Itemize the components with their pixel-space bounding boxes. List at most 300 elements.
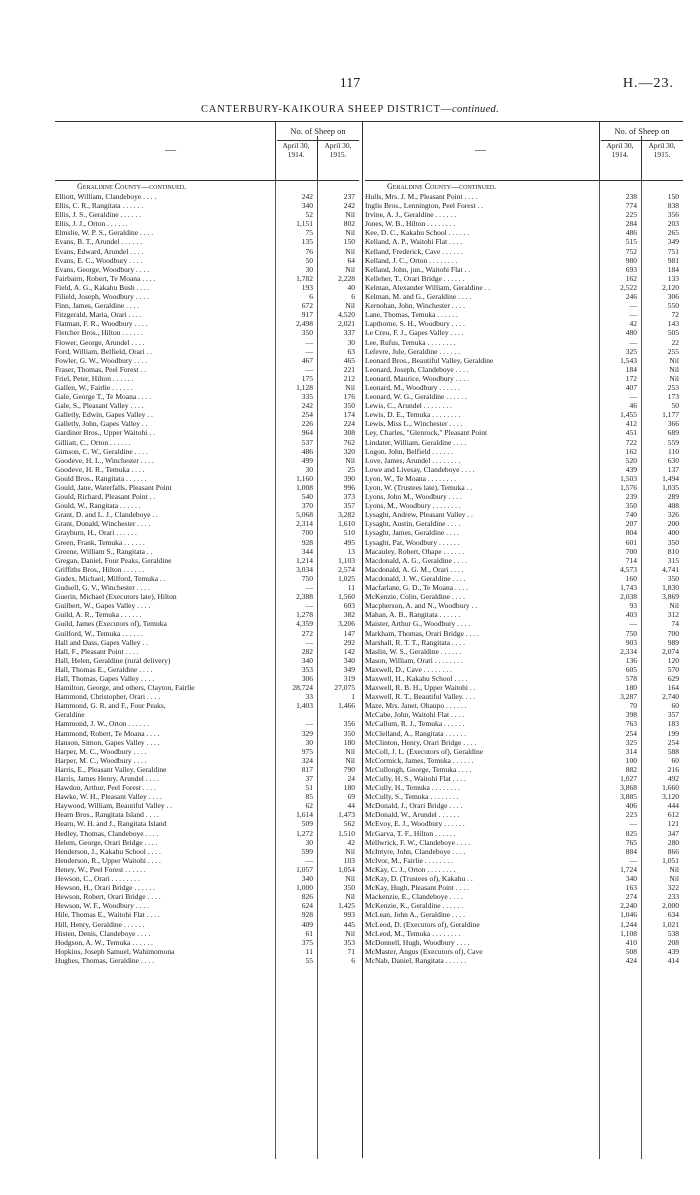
- sheep-1915: 1,830: [662, 583, 679, 593]
- table-row: [55, 610, 359, 619]
- owner-name: Henderson, J., Kakahu School . . . .: [55, 846, 161, 856]
- owner-name: Hamilton, George, and others, Clayton, Fairlie: [55, 683, 195, 693]
- owner-name: Logon, John, Belfield . . . . . .: [365, 446, 453, 456]
- sheep-1915: 72: [671, 310, 679, 320]
- table-row: [55, 910, 359, 919]
- table-row: [365, 910, 683, 919]
- table-row: [55, 847, 359, 856]
- table-row: [365, 365, 683, 374]
- owner-name: Hewson, Robert, Orari Bridge . . . .: [55, 892, 161, 902]
- owner-name: Friel, Peter, Hilton . . . . . .: [55, 373, 134, 383]
- owner-name: Le Creu, F. J., Gapes Valley . . . .: [365, 328, 464, 338]
- table-row: [365, 929, 683, 938]
- sheep-1915: 390: [343, 473, 355, 483]
- table-row: [365, 901, 683, 910]
- owner-name: Helem, George, Orari Bridge . . . .: [55, 837, 158, 847]
- table-row: [55, 438, 359, 447]
- sheep-1914: 329: [301, 728, 313, 738]
- table-row: [365, 347, 683, 356]
- owner-name: Elliott, William, Clandeboye . . . .: [55, 192, 157, 201]
- owner-name: Evans, B. T., Arundel . . . . . .: [55, 237, 143, 247]
- sheep-1915: 11: [347, 583, 355, 593]
- right-table: [365, 122, 683, 965]
- sheep-1914: 254: [625, 728, 637, 738]
- table-row: [55, 319, 359, 328]
- sheep-1915: 255: [667, 346, 679, 356]
- owner-name: Kelland, Frederick, Cave . . . . . .: [365, 246, 463, 256]
- table-row: [55, 592, 359, 601]
- table-row: [365, 438, 683, 447]
- sheep-1914: 28,724: [292, 683, 313, 693]
- table-row: [55, 574, 359, 583]
- sheep-1914: 184: [625, 364, 637, 374]
- owner-name: Kelleher, T., Orari Bridge . . . . . .: [365, 273, 465, 283]
- table-row: [365, 456, 683, 465]
- owner-name: Heney, W., Peel Forest . . . . . .: [55, 864, 146, 874]
- table-row: [365, 465, 683, 474]
- table-row: [55, 647, 359, 656]
- table-row: [365, 374, 683, 383]
- owner-name: Markham, Thomas, Orari Bridge . . . .: [365, 628, 479, 638]
- sheep-1914: 700: [625, 546, 637, 556]
- header-1914: April 30, 1914.: [282, 141, 310, 159]
- owner-name: Hopkins, Joseph Samuel, Wahimomona: [55, 946, 175, 956]
- sheep-1914: 30: [305, 737, 313, 747]
- sheep-1915: 340: [343, 655, 355, 665]
- owner-name: Love, James, Arundel . . . . . . . .: [365, 455, 461, 465]
- sheep-1914: 2,314: [296, 519, 313, 529]
- table-row: [365, 874, 683, 883]
- table-row: [55, 756, 359, 765]
- sheep-1915: 103: [343, 855, 355, 865]
- owner-name: Grant, D. and L. J., Clandeboye . .: [55, 510, 158, 520]
- table-row: [365, 237, 683, 246]
- sheep-1915: 2,740: [662, 692, 679, 702]
- owner-name: Lysaght, Andrew, Pleasant Valley . .: [365, 510, 473, 520]
- table-row: [365, 920, 683, 929]
- owner-name: Maxwell, R. T., Beautiful Valley. . . .: [365, 692, 476, 702]
- owner-name: Mackenzie, E., Clandeboye . . . .: [365, 892, 463, 902]
- sheep-1915: 1,025: [338, 573, 355, 583]
- sheep-1914: 160: [625, 573, 637, 583]
- sheep-1915: 110: [668, 446, 679, 456]
- sheep-1914: 403: [625, 610, 637, 620]
- table-row: [365, 729, 683, 738]
- owner-name: Hewson, H., Orari Bridge . . . . . .: [55, 883, 155, 893]
- sheep-1915: 27,075: [334, 683, 355, 693]
- sheep-1915: 319: [343, 673, 355, 683]
- owner-name: Gale, S., Pleasant Valley . . . .: [55, 401, 144, 411]
- page-number: 117: [339, 76, 361, 91]
- sheep-1915: 366: [667, 419, 679, 429]
- sheep-1915: 700: [667, 628, 679, 638]
- sheep-1915: Nil: [669, 864, 679, 874]
- owner-name: Maxwell, R. B. H., Upper Waitohi . .: [365, 683, 476, 693]
- owner-name: Maister, Arthur G., Woodbury . . . .: [365, 619, 471, 629]
- sheep-1914: —: [629, 819, 637, 829]
- owner-name: Hammond, G. R. and F., Four Peaks,: [55, 701, 166, 711]
- table-row: [365, 938, 683, 947]
- sheep-1914: 917: [301, 310, 313, 320]
- sheep-1915: 180: [343, 783, 355, 793]
- sheep-1915: 866: [667, 846, 679, 856]
- sheep-1914: 1,503: [620, 473, 637, 483]
- owner-name: Macdonald, A. G., Geraldine . . . .: [365, 555, 467, 565]
- sheep-1915: 495: [343, 537, 355, 547]
- sheep-1914: 486: [301, 446, 313, 456]
- sheep-1914: 884: [625, 846, 637, 856]
- table-row: [365, 556, 683, 565]
- owner-name: Kelland, John, jun., Waitohi Flat . .: [365, 264, 471, 274]
- sheep-1914: 1,057: [296, 864, 313, 874]
- sheep-1914: 4,573: [620, 564, 637, 574]
- table-row: [365, 829, 683, 838]
- table-row: [55, 338, 359, 347]
- table-row: [55, 692, 359, 701]
- sheep-1914: 340: [301, 874, 313, 884]
- sheep-1915: 350: [343, 728, 355, 738]
- sheep-1915: 445: [343, 919, 355, 929]
- sheep-1915: 1,494: [662, 473, 679, 483]
- document-code: H.—23.: [622, 76, 674, 91]
- sheep-1914: 306: [301, 673, 313, 683]
- sheep-1915: 150: [667, 192, 679, 201]
- table-row: [55, 865, 359, 874]
- table-row: [55, 392, 359, 401]
- table-row: [365, 810, 683, 819]
- sheep-1914: 30: [305, 264, 313, 274]
- owner-name: Mahan, A. B., Rangitata . . . . . .: [365, 610, 461, 620]
- sheep-1915: Nil: [345, 755, 355, 765]
- table-row: [365, 283, 683, 292]
- sheep-1914: 750: [625, 628, 637, 638]
- table-row: [55, 656, 359, 665]
- sheep-1914: 37: [305, 774, 313, 783]
- sheep-1914: 1,272: [296, 828, 313, 838]
- sheep-1915: 1,610: [338, 519, 355, 529]
- sheep-1914: 1,151: [296, 219, 313, 229]
- owner-name: Macpherson, A. and N., Woodbury . .: [365, 601, 478, 611]
- table-row: [365, 847, 683, 856]
- table-row: [55, 920, 359, 929]
- table-row: [55, 474, 359, 483]
- sheep-1915: Nil: [345, 264, 355, 274]
- sheep-1914: 76: [305, 246, 313, 256]
- table-row: [55, 674, 359, 683]
- owner-name: Macdonald, J. W., Geraldine . . . .: [365, 573, 466, 583]
- table-row: [365, 292, 683, 301]
- sheep-1915: 254: [667, 737, 679, 747]
- owner-name: McLean, John A., Geraldine . . . .: [365, 910, 465, 920]
- sheep-1914: 1,108: [620, 928, 637, 938]
- owner-name: McCully, S., Temuka . . . . . . . .: [365, 792, 459, 802]
- sheep-1915: Nil: [345, 301, 355, 311]
- sheep-1914: 520: [625, 455, 637, 465]
- sheep-1915: 320: [343, 446, 355, 456]
- table-row: [365, 338, 683, 347]
- sheep-1914: 975: [301, 746, 313, 756]
- table-row: [365, 592, 683, 601]
- sheep-1915: 810: [667, 546, 679, 556]
- table-row: [365, 447, 683, 456]
- sheep-1915: 559: [667, 437, 679, 447]
- owner-name: McGarva, T. F., Hilton . . . . . .: [365, 828, 456, 838]
- owner-name: Ellis, J. S., Geraldine . . . . . .: [55, 210, 142, 220]
- sheep-1915: Nil: [345, 455, 355, 465]
- sheep-1914: 282: [301, 646, 313, 656]
- sheep-1914: 1,576: [620, 483, 637, 492]
- owner-name: Lewis, Miss L., Winchester . . . .: [365, 419, 463, 429]
- owner-name: Hammond, J. W., Orton . . . . . .: [55, 719, 149, 729]
- table-row: [365, 719, 683, 728]
- table-row: [365, 647, 683, 656]
- sheep-1915: 337: [343, 328, 355, 338]
- sheep-1915: 312: [667, 610, 679, 620]
- sheep-1914: 409: [301, 919, 313, 929]
- table-row: [365, 783, 683, 792]
- sheep-1914: 765: [625, 837, 637, 847]
- sheep-1914: 605: [625, 664, 637, 674]
- sheep-1914: —: [629, 392, 637, 402]
- owner-name: Goodeve, H. R., Temuka . . . .: [55, 464, 145, 474]
- table-row: [55, 401, 359, 410]
- left-table-body: [55, 181, 359, 965]
- sheep-1914: 964: [301, 428, 313, 438]
- sheep-1915: 292: [343, 637, 355, 647]
- owner-name: Filield, Joseph, Woodbury . . . .: [55, 292, 149, 302]
- owner-name: Leonard Bros., Beautiful Valley, Geraldine: [365, 355, 494, 365]
- owner-name: Inglis Bros., Lennington, Peel Forest . .: [365, 201, 484, 211]
- owner-name: Maslin, W. S., Geraldine . . . . . .: [365, 646, 462, 656]
- owner-name: Gould, W., Rangitata . . . . . .: [55, 501, 141, 511]
- sheep-1915: 1,177: [662, 410, 679, 420]
- right-table-header: [365, 122, 683, 181]
- sheep-1915: 1,560: [338, 592, 355, 602]
- sheep-1915: 2,021: [338, 319, 355, 329]
- sheep-1915: 143: [667, 319, 679, 329]
- sheep-1914: 193: [301, 282, 313, 292]
- owner-name: Grant, Donald, Winchester . . . .: [55, 519, 151, 529]
- owner-name: Hodgson, A. W., Temuka . . . . . .: [55, 937, 153, 947]
- owner-name: Kernohan, John, Winchester . . . .: [365, 301, 465, 311]
- sheep-1915: 71: [347, 946, 355, 956]
- sheep-1914: 1,782: [296, 273, 313, 283]
- owner-name: Kee, D. C., Kakahu School . . . . . .: [365, 228, 470, 238]
- table-row: [55, 683, 359, 692]
- table-row: [55, 356, 359, 365]
- header-1915: April 30, 1915.: [648, 141, 676, 159]
- sheep-1915: 4,520: [338, 310, 355, 320]
- sheep-1915: 30: [347, 337, 355, 347]
- sheep-1914: 207: [625, 519, 637, 529]
- header-rule: [641, 136, 642, 180]
- sheep-1915: 60: [671, 755, 679, 765]
- sheep-1914: 353: [301, 664, 313, 674]
- owner-name: Finn, James, Geraldine . . . .: [55, 301, 140, 311]
- owner-name: Hedley, Thomas, Clandeboye . . . .: [55, 828, 159, 838]
- owner-name: Hewson, C., Orari . . . . . . . .: [55, 874, 140, 884]
- owner-name: Kelland, A. P., Waitohi Flat . . . .: [365, 237, 463, 247]
- sheep-1914: —: [305, 637, 313, 647]
- owner-name: Lysaght, Pat, Woodbury . . . . . .: [365, 537, 460, 547]
- owner-name: McClelland, A., Rangitata . . . . . .: [365, 728, 467, 738]
- sheep-1914: 1,278: [296, 610, 313, 620]
- owner-name: Histen, Denis, Clandeboye . . . .: [55, 928, 151, 938]
- sheep-1915: 25: [347, 464, 355, 474]
- table-row: [55, 874, 359, 883]
- owner-name: McIvor, M., Fairlie . . . . . . . .: [365, 855, 453, 865]
- sheep-1915: 350: [667, 537, 679, 547]
- owner-name: Guilbert, W., Gapes Valley . . . .: [55, 601, 151, 611]
- sheep-1914: 499: [301, 455, 313, 465]
- sheep-1914: 928: [301, 537, 313, 547]
- sheep-1915: 510: [343, 528, 355, 538]
- table-row: [55, 301, 359, 310]
- sheep-1914: 325: [625, 346, 637, 356]
- sheep-1914: 1,008: [296, 483, 313, 492]
- owner-name: Gregan, Daniel, Four Peaks, Geraldine: [55, 555, 172, 565]
- sheep-1914: 928: [301, 910, 313, 920]
- table-row: [55, 765, 359, 774]
- sheep-1915: 133: [667, 273, 679, 283]
- table-row: [365, 528, 683, 537]
- sheep-1914: —: [629, 855, 637, 865]
- sheep-1915: 242: [343, 201, 355, 211]
- sheep-count-group-header: [601, 126, 683, 136]
- sheep-1914: 325: [625, 737, 637, 747]
- header-1915: April 30, 1915.: [324, 141, 352, 159]
- owner-name: Lysaght, James, Geraldine . . . .: [365, 528, 460, 538]
- table-row: [55, 701, 359, 710]
- sheep-1914: 515: [625, 237, 637, 247]
- sheep-1915: 993: [343, 910, 355, 920]
- sheep-1915: Nil: [345, 846, 355, 856]
- sheep-1914: 340: [301, 655, 313, 665]
- table-row: [365, 219, 683, 228]
- group-label: No. of Sheep on: [290, 126, 346, 136]
- table-row: [365, 574, 683, 583]
- owner-name: Hall and Dass, Gapes Valley . .: [55, 637, 148, 647]
- page-title: [0, 104, 700, 115]
- table-row: [365, 547, 683, 556]
- owner-name: Harper, M. C., Woodbury . . . .: [55, 755, 147, 765]
- sheep-1914: 1,403: [296, 701, 313, 711]
- section-heading: Geraldine County—continued.: [387, 182, 497, 191]
- sheep-1915: 289: [667, 492, 679, 502]
- owner-name: McKenzie, K., Geraldine . . . . . .: [365, 901, 464, 911]
- owner-name: Leonard, Joseph, Clandeboye . . . .: [365, 364, 469, 374]
- sheep-1914: 42: [629, 319, 637, 329]
- table-row: [365, 638, 683, 647]
- owner-name: Gallen, W., Fairlie . . . . . .: [55, 382, 133, 392]
- owner-name: Hanson, Simon, Gapes Valley . . . .: [55, 737, 160, 747]
- owner-name: Macauley, Robert, Ohape . . . . . .: [365, 546, 465, 556]
- sheep-1915: 762: [343, 437, 355, 447]
- owner-name: McLeod, D. (Executors of), Geraldine: [365, 919, 480, 929]
- sheep-1914: 5,068: [296, 510, 313, 520]
- sheep-1915: 751: [667, 246, 679, 256]
- table-row: [55, 710, 359, 719]
- sheep-1914: 4,359: [296, 619, 313, 629]
- sheep-1914: 344: [301, 546, 313, 556]
- sheep-1914: 314: [625, 746, 637, 756]
- sheep-1915: 981: [667, 255, 679, 265]
- table-row: [365, 674, 683, 683]
- table-row: [55, 792, 359, 801]
- sheep-1915: 306: [667, 292, 679, 302]
- table-row: [55, 283, 359, 292]
- table-row: [365, 892, 683, 901]
- sheep-1915: 142: [343, 646, 355, 656]
- owner-name: Hammond, Robert, Te Moana . . . .: [55, 728, 160, 738]
- owner-name: Hall, Thomas, Gapes Valley . . . .: [55, 673, 155, 683]
- table-row: [55, 565, 359, 574]
- table-row: [55, 547, 359, 556]
- column-divider: [362, 122, 363, 1158]
- sheep-1915: 1,425: [338, 901, 355, 911]
- sheep-1915: 562: [343, 819, 355, 829]
- sheep-1915: 150: [343, 237, 355, 247]
- sheep-1914: —: [629, 310, 637, 320]
- sheep-1915: 199: [667, 728, 679, 738]
- sheep-1914: 172: [625, 373, 637, 383]
- sheep-1914: 51: [305, 783, 313, 793]
- sheep-1915: 200: [667, 519, 679, 529]
- sheep-1915: 347: [667, 828, 679, 838]
- sheep-1915: 64: [347, 255, 355, 265]
- owner-name: Evans, George, Woodbury . . . .: [55, 264, 150, 274]
- section-heading: Geraldine County—continued.: [77, 182, 187, 191]
- sheep-1915: 208: [667, 937, 679, 947]
- sheep-1915: 237: [343, 192, 355, 201]
- header-1914: April 30, 1914.: [606, 141, 634, 159]
- sheep-1915: 2,574: [338, 564, 355, 574]
- table-row: [55, 801, 359, 810]
- table-row: [55, 410, 359, 419]
- owner-name: Harris, E., Pleasant Valley, Geraldine: [55, 764, 167, 774]
- owner-name: Galletly, John, Gapes Valley . .: [55, 419, 148, 429]
- owner-name: Maze, Mrs. Janet, Ohaupo . . . . . .: [365, 701, 467, 711]
- sheep-1914: 624: [301, 901, 313, 911]
- table-row: [365, 656, 683, 665]
- sheep-1914: 980: [625, 255, 637, 265]
- owner-name: Harris, James Henry, Arundel . . . .: [55, 774, 159, 783]
- owner-name: Fitzgerald, Maria, Orari . . . .: [55, 310, 142, 320]
- sheep-1915: 465: [343, 355, 355, 365]
- sheep-1915: 63: [347, 346, 355, 356]
- sheep-1914: 774: [625, 201, 637, 211]
- sheep-1914: —: [305, 855, 313, 865]
- table-row: [55, 829, 359, 838]
- table-row: [365, 838, 683, 847]
- table-row: [55, 856, 359, 865]
- sheep-1914: 324: [301, 755, 313, 765]
- owner-name: McNab, Daniel, Rangitata . . . . . .: [365, 955, 467, 965]
- owner-name: Lewis, D. E., Temuka . . . . . . . .: [365, 410, 461, 420]
- sheep-1915: 265: [667, 228, 679, 238]
- sheep-1915: 183: [667, 719, 679, 729]
- sheep-1914: 451: [625, 428, 637, 438]
- owner-name: McLeod, M., Temuka . . . . . . . .: [365, 928, 461, 938]
- sheep-1914: —: [305, 364, 313, 374]
- table-row: [55, 528, 359, 537]
- owner-name: Kelland, J. C., Orton . . . . . . . .: [365, 255, 458, 265]
- sheep-1915: 350: [343, 401, 355, 411]
- sheep-1915: 350: [667, 573, 679, 583]
- table-row: [55, 938, 359, 947]
- sheep-1915: 60: [671, 701, 679, 711]
- owner-name: Hall, Helen, Geraldine (rural delivery): [55, 655, 171, 665]
